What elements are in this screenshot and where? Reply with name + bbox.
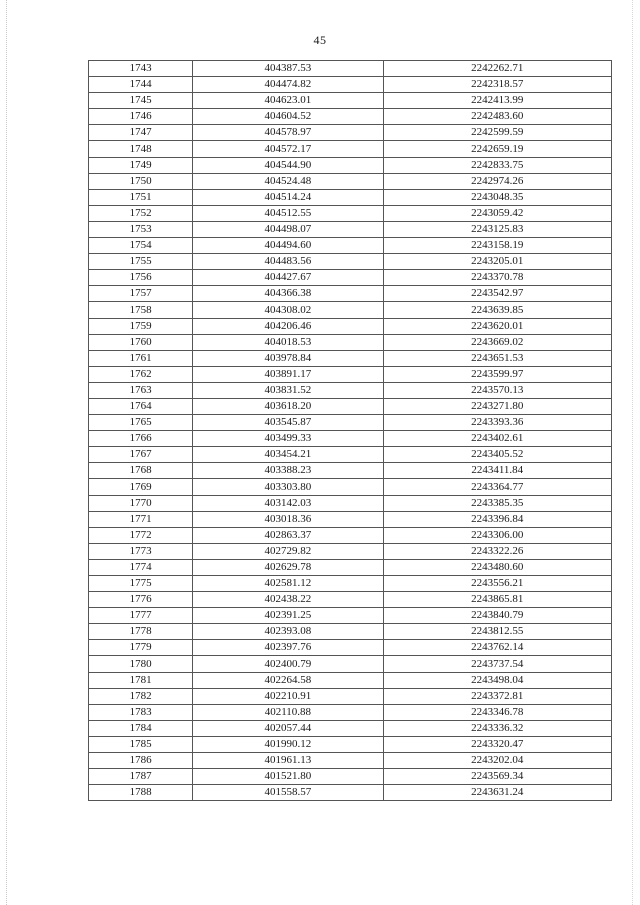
y-coordinate-cell: 2243840.79 xyxy=(383,608,611,624)
y-coordinate-cell: 2243336.32 xyxy=(383,720,611,736)
x-coordinate-cell: 402438.22 xyxy=(193,592,383,608)
point-number-cell: 1768 xyxy=(89,463,193,479)
x-coordinate-cell: 404018.53 xyxy=(193,334,383,350)
point-number-cell: 1786 xyxy=(89,753,193,769)
y-coordinate-cell: 2243271.80 xyxy=(383,398,611,414)
y-coordinate-cell: 2243542.97 xyxy=(383,286,611,302)
point-number-cell: 1760 xyxy=(89,334,193,350)
point-number-cell: 1743 xyxy=(89,61,193,77)
table-row xyxy=(89,753,612,769)
coordinate-table xyxy=(88,60,612,801)
point-number-cell: 1746 xyxy=(89,109,193,125)
x-coordinate-cell: 404494.60 xyxy=(193,238,383,254)
x-coordinate-cell: 404572.17 xyxy=(193,141,383,157)
table-row xyxy=(89,736,612,752)
x-coordinate-cell: 404512.55 xyxy=(193,205,383,221)
x-coordinate-cell: 404387.53 xyxy=(193,61,383,77)
x-coordinate-cell: 402110.88 xyxy=(193,704,383,720)
y-coordinate-cell: 2243405.52 xyxy=(383,447,611,463)
point-number-cell: 1774 xyxy=(89,559,193,575)
x-coordinate-cell: 403618.20 xyxy=(193,398,383,414)
y-coordinate-cell: 2243364.77 xyxy=(383,479,611,495)
table-row xyxy=(89,366,612,382)
y-coordinate-cell: 2242833.75 xyxy=(383,157,611,173)
x-coordinate-cell: 403891.17 xyxy=(193,366,383,382)
point-number-cell: 1781 xyxy=(89,672,193,688)
table-row xyxy=(89,479,612,495)
table-row xyxy=(89,270,612,286)
point-number-cell: 1772 xyxy=(89,527,193,543)
point-number-cell: 1758 xyxy=(89,302,193,318)
table-row xyxy=(89,173,612,189)
table-row xyxy=(89,608,612,624)
point-number-cell: 1765 xyxy=(89,415,193,431)
y-coordinate-cell: 2243205.01 xyxy=(383,254,611,270)
scan-edge-right xyxy=(632,0,634,905)
table-row xyxy=(89,576,612,592)
point-number-cell: 1751 xyxy=(89,189,193,205)
point-number-cell: 1779 xyxy=(89,640,193,656)
y-coordinate-cell: 2243306.00 xyxy=(383,527,611,543)
table-row xyxy=(89,431,612,447)
table-row xyxy=(89,415,612,431)
x-coordinate-cell: 402391.25 xyxy=(193,608,383,624)
point-number-cell: 1767 xyxy=(89,447,193,463)
x-coordinate-cell: 404623.01 xyxy=(193,93,383,109)
table-row xyxy=(89,318,612,334)
y-coordinate-cell: 2242599.59 xyxy=(383,125,611,141)
y-coordinate-cell: 2243370.78 xyxy=(383,270,611,286)
table-row xyxy=(89,704,612,720)
y-coordinate-cell: 2242659.19 xyxy=(383,141,611,157)
coordinate-table-body xyxy=(89,61,612,801)
table-row xyxy=(89,769,612,785)
page-number: 45 xyxy=(313,33,327,47)
point-number-cell: 1770 xyxy=(89,495,193,511)
point-number-cell: 1784 xyxy=(89,720,193,736)
point-number-cell: 1755 xyxy=(89,254,193,270)
y-coordinate-cell: 2243498.04 xyxy=(383,672,611,688)
table-row xyxy=(89,495,612,511)
point-number-cell: 1763 xyxy=(89,382,193,398)
x-coordinate-cell: 403142.03 xyxy=(193,495,383,511)
table-row xyxy=(89,382,612,398)
y-coordinate-cell: 2243639.85 xyxy=(383,302,611,318)
point-number-cell: 1776 xyxy=(89,592,193,608)
x-coordinate-cell: 402863.37 xyxy=(193,527,383,543)
table-row xyxy=(89,254,612,270)
x-coordinate-cell: 404206.46 xyxy=(193,318,383,334)
y-coordinate-cell: 2243158.19 xyxy=(383,238,611,254)
y-coordinate-cell: 2243620.01 xyxy=(383,318,611,334)
x-coordinate-cell: 404604.52 xyxy=(193,109,383,125)
point-number-cell: 1764 xyxy=(89,398,193,414)
y-coordinate-cell: 2243385.35 xyxy=(383,495,611,511)
y-coordinate-cell: 2243346.78 xyxy=(383,704,611,720)
y-coordinate-cell: 2243393.36 xyxy=(383,415,611,431)
x-coordinate-cell: 404483.56 xyxy=(193,254,383,270)
y-coordinate-cell: 2243669.02 xyxy=(383,334,611,350)
point-number-cell: 1778 xyxy=(89,624,193,640)
table-row xyxy=(89,688,612,704)
y-coordinate-cell: 2243737.54 xyxy=(383,656,611,672)
table-row xyxy=(89,334,612,350)
table-row xyxy=(89,157,612,173)
point-number-cell: 1785 xyxy=(89,736,193,752)
table-row xyxy=(89,61,612,77)
table-row xyxy=(89,527,612,543)
y-coordinate-cell: 2243411.84 xyxy=(383,463,611,479)
y-coordinate-cell: 2243059.42 xyxy=(383,205,611,221)
y-coordinate-cell: 2243125.83 xyxy=(383,221,611,237)
point-number-cell: 1752 xyxy=(89,205,193,221)
x-coordinate-cell: 404308.02 xyxy=(193,302,383,318)
x-coordinate-cell: 402581.12 xyxy=(193,576,383,592)
y-coordinate-cell: 2243202.04 xyxy=(383,753,611,769)
x-coordinate-cell: 403545.87 xyxy=(193,415,383,431)
x-coordinate-cell: 403831.52 xyxy=(193,382,383,398)
x-coordinate-cell: 404498.07 xyxy=(193,221,383,237)
y-coordinate-cell: 2243651.53 xyxy=(383,350,611,366)
y-coordinate-cell: 2243865.81 xyxy=(383,592,611,608)
table-row xyxy=(89,141,612,157)
y-coordinate-cell: 2243812.55 xyxy=(383,624,611,640)
x-coordinate-cell: 404524.48 xyxy=(193,173,383,189)
table-row xyxy=(89,511,612,527)
x-coordinate-cell: 403499.33 xyxy=(193,431,383,447)
y-coordinate-cell: 2243322.26 xyxy=(383,543,611,559)
y-coordinate-cell: 2243569.34 xyxy=(383,769,611,785)
y-coordinate-cell: 2243480.60 xyxy=(383,559,611,575)
table-row xyxy=(89,189,612,205)
table-row xyxy=(89,221,612,237)
table-row xyxy=(89,447,612,463)
y-coordinate-cell: 2243320.47 xyxy=(383,736,611,752)
point-number-cell: 1749 xyxy=(89,157,193,173)
table-row xyxy=(89,559,612,575)
point-number-cell: 1787 xyxy=(89,769,193,785)
point-number-cell: 1750 xyxy=(89,173,193,189)
point-number-cell: 1782 xyxy=(89,688,193,704)
y-coordinate-cell: 2242974.26 xyxy=(383,173,611,189)
x-coordinate-cell: 402400.79 xyxy=(193,656,383,672)
point-number-cell: 1762 xyxy=(89,366,193,382)
y-coordinate-cell: 2243762.14 xyxy=(383,640,611,656)
x-coordinate-cell: 401521.80 xyxy=(193,769,383,785)
table-row xyxy=(89,785,612,801)
table-row xyxy=(89,672,612,688)
y-coordinate-cell: 2242318.57 xyxy=(383,77,611,93)
point-number-cell: 1771 xyxy=(89,511,193,527)
point-number-cell: 1756 xyxy=(89,270,193,286)
x-coordinate-cell: 404514.24 xyxy=(193,189,383,205)
y-coordinate-cell: 2243570.13 xyxy=(383,382,611,398)
point-number-cell: 1777 xyxy=(89,608,193,624)
y-coordinate-cell: 2242413.99 xyxy=(383,93,611,109)
point-number-cell: 1773 xyxy=(89,543,193,559)
point-number-cell: 1780 xyxy=(89,656,193,672)
point-number-cell: 1759 xyxy=(89,318,193,334)
table-row xyxy=(89,656,612,672)
x-coordinate-cell: 403454.21 xyxy=(193,447,383,463)
point-number-cell: 1744 xyxy=(89,77,193,93)
x-coordinate-cell: 402397.76 xyxy=(193,640,383,656)
x-coordinate-cell: 401961.13 xyxy=(193,753,383,769)
x-coordinate-cell: 402057.44 xyxy=(193,720,383,736)
scan-edge-left xyxy=(6,0,8,905)
x-coordinate-cell: 403978.84 xyxy=(193,350,383,366)
table-row xyxy=(89,77,612,93)
point-number-cell: 1747 xyxy=(89,125,193,141)
table-row xyxy=(89,93,612,109)
table-row xyxy=(89,350,612,366)
point-number-cell: 1775 xyxy=(89,576,193,592)
x-coordinate-cell: 403303.80 xyxy=(193,479,383,495)
point-number-cell: 1783 xyxy=(89,704,193,720)
y-coordinate-cell: 2243372.81 xyxy=(383,688,611,704)
x-coordinate-cell: 402210.91 xyxy=(193,688,383,704)
y-coordinate-cell: 2243556.21 xyxy=(383,576,611,592)
x-coordinate-cell: 402393.08 xyxy=(193,624,383,640)
table-row xyxy=(89,624,612,640)
x-coordinate-cell: 404427.67 xyxy=(193,270,383,286)
y-coordinate-cell: 2243599.97 xyxy=(383,366,611,382)
x-coordinate-cell: 404544.90 xyxy=(193,157,383,173)
x-coordinate-cell: 402729.82 xyxy=(193,543,383,559)
table-row xyxy=(89,720,612,736)
point-number-cell: 1766 xyxy=(89,431,193,447)
point-number-cell: 1753 xyxy=(89,221,193,237)
x-coordinate-cell: 401558.57 xyxy=(193,785,383,801)
y-coordinate-cell: 2243402.61 xyxy=(383,431,611,447)
table-row xyxy=(89,398,612,414)
table-row xyxy=(89,286,612,302)
x-coordinate-cell: 403388.23 xyxy=(193,463,383,479)
point-number-cell: 1769 xyxy=(89,479,193,495)
table-row xyxy=(89,238,612,254)
table-row xyxy=(89,640,612,656)
point-number-cell: 1788 xyxy=(89,785,193,801)
x-coordinate-cell: 402629.78 xyxy=(193,559,383,575)
x-coordinate-cell: 404366.38 xyxy=(193,286,383,302)
table-row xyxy=(89,205,612,221)
point-number-cell: 1761 xyxy=(89,350,193,366)
x-coordinate-cell: 404578.97 xyxy=(193,125,383,141)
y-coordinate-cell: 2242483.60 xyxy=(383,109,611,125)
point-number-cell: 1745 xyxy=(89,93,193,109)
table-row xyxy=(89,463,612,479)
y-coordinate-cell: 2243396.84 xyxy=(383,511,611,527)
x-coordinate-cell: 402264.58 xyxy=(193,672,383,688)
point-number-cell: 1754 xyxy=(89,238,193,254)
x-coordinate-cell: 404474.82 xyxy=(193,77,383,93)
point-number-cell: 1757 xyxy=(89,286,193,302)
y-coordinate-cell: 2242262.71 xyxy=(383,61,611,77)
y-coordinate-cell: 2243631.24 xyxy=(383,785,611,801)
table-row xyxy=(89,109,612,125)
table-row xyxy=(89,543,612,559)
y-coordinate-cell: 2243048.35 xyxy=(383,189,611,205)
x-coordinate-cell: 401990.12 xyxy=(193,736,383,752)
x-coordinate-cell: 403018.36 xyxy=(193,511,383,527)
table-row xyxy=(89,592,612,608)
table-row xyxy=(89,125,612,141)
point-number-cell: 1748 xyxy=(89,141,193,157)
table-row xyxy=(89,302,612,318)
